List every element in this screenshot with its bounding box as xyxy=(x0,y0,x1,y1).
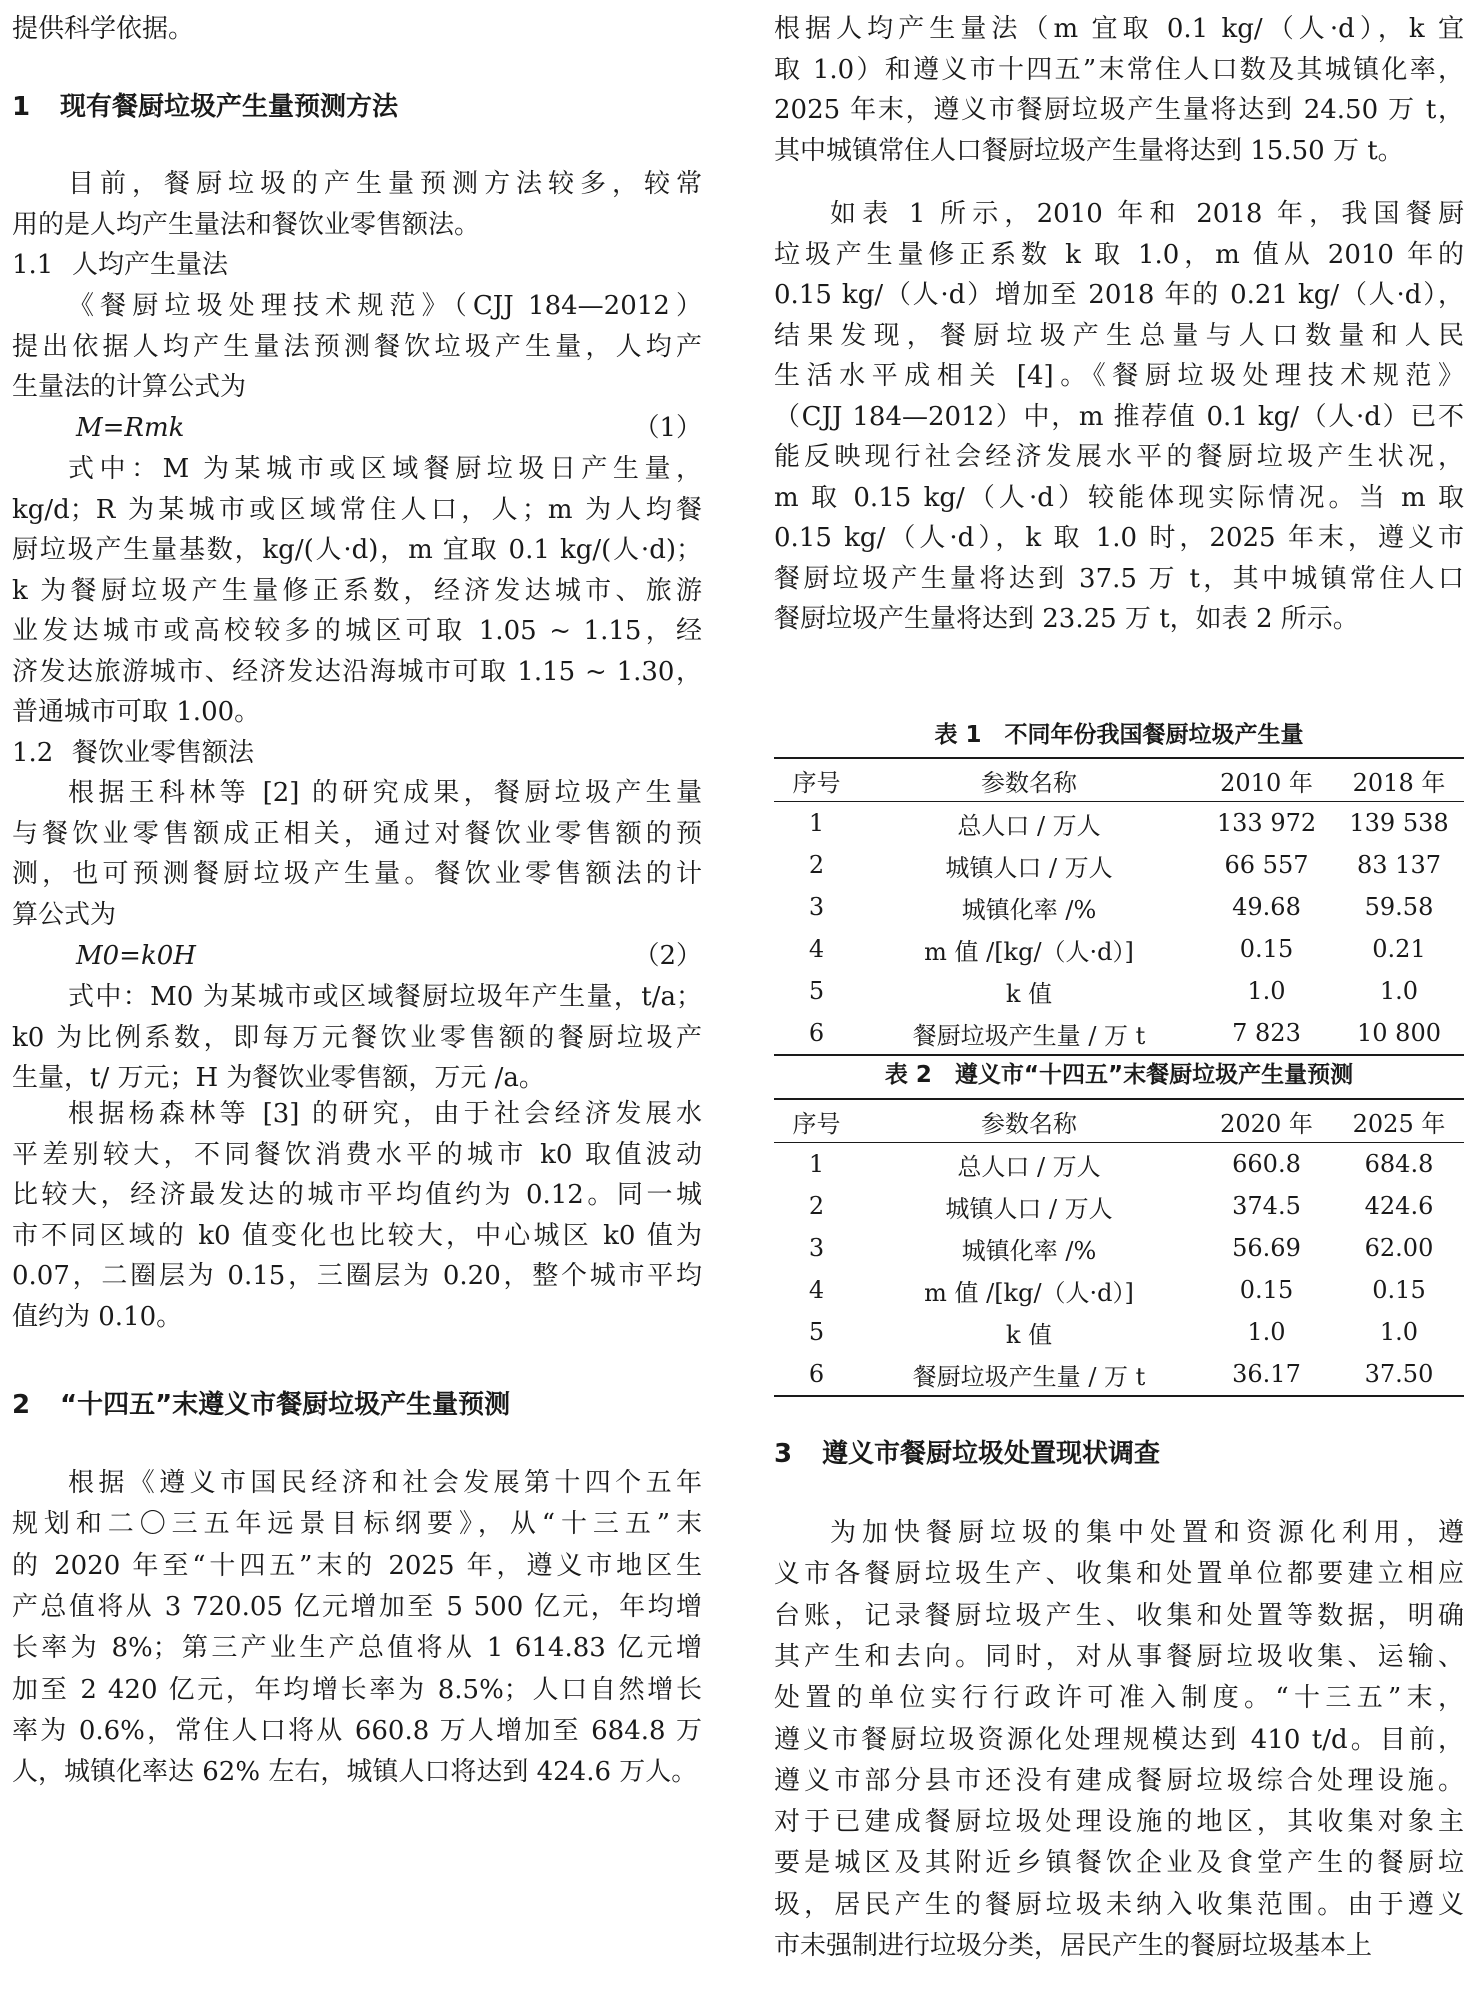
table-cell: 总人口 / 万人 xyxy=(957,1152,1101,1181)
table-cell: 2 xyxy=(808,1192,825,1220)
paragraph-line: 遵义市餐厨垃圾资源化处理规模达到 410 t/d。目前， xyxy=(774,1724,1464,1755)
paragraph-line: 产总值将从 3 720.05 亿元增加至 5 500 亿元，年均增 xyxy=(12,1591,702,1622)
paragraph-line: 结果发现，餐厨垃圾产生总量与人口数量和人民 xyxy=(774,320,1464,351)
table-header-cell: 2025 年 xyxy=(1334,1099,1464,1143)
paragraph-line: 垃圾产生量修正系数 k 取 1.0，m 值从 2010 年的 xyxy=(774,239,1464,270)
section-number: 1.2 xyxy=(12,738,54,768)
table-cell: m 值 /[kg/（人·d）] xyxy=(924,937,1134,966)
paragraph-line: 业发达城市或高校较多的城区可取 1.05 ~ 1.15，经 xyxy=(12,616,702,646)
section-title: 现有餐厨垃圾产生量预测方法 xyxy=(60,92,399,122)
section-title: 遵义市餐厨垃圾处置现状调查 xyxy=(822,1439,1161,1469)
paragraph-line: kg/d；R 为某城市或区域常住人口，人；m 为人均餐 xyxy=(12,494,702,525)
table-cell: 城镇人口 / 万人 xyxy=(945,853,1113,882)
paragraph-line: 《餐厨垃圾处理技术规范》（CJJ 184—2012） xyxy=(68,291,702,321)
section-title: 餐饮业零售额法 xyxy=(72,738,255,768)
table-cell: 1 xyxy=(808,809,825,837)
table-header-cell: 序号 xyxy=(774,758,859,802)
section-number: 3 xyxy=(774,1439,793,1469)
table-cell: 4 xyxy=(808,1276,825,1304)
paragraph-line: 根据王科林等 [2] 的研究成果，餐厨垃圾产生量 xyxy=(68,778,702,808)
paragraph-line: 长率为 8%；第三产业生产总值将从 1 614.83 亿元增 xyxy=(12,1633,702,1664)
paragraph-line: 根据杨森林等 [3] 的研究，由于社会经济发展水 xyxy=(68,1099,702,1129)
paragraph-line: 生量，t/ 万元；H 为餐饮业零售额，万元 /a。 xyxy=(12,1063,545,1093)
table-header-row xyxy=(774,758,1464,802)
table-cell: 1.0 xyxy=(1247,977,1286,1005)
paragraph-line: 的 2020 年至“十四五”末的 2025 年，遵义市地区生 xyxy=(12,1550,702,1581)
table-cell: 4 xyxy=(808,935,825,963)
paragraph-line: 平差别较大，不同餐饮消费水平的城市 k0 取值波动 xyxy=(12,1139,702,1170)
table-cell: 3 xyxy=(808,893,825,921)
paragraph-line: 规划和二〇三五年远景目标纲要》，从“十三五”末 xyxy=(12,1509,702,1540)
table-cell: 5 xyxy=(808,1318,825,1346)
section-title: 人均产生量法 xyxy=(72,250,229,280)
table-cell: 1.0 xyxy=(1379,1318,1419,1346)
table-row xyxy=(774,1143,1464,1186)
paragraph-line: 根据《遵义市国民经济和社会发展第十四个五年 xyxy=(68,1468,702,1498)
table-header-cell: 参数名称 xyxy=(859,1099,1199,1143)
table-cell: 1.0 xyxy=(1379,977,1419,1005)
table-row xyxy=(774,844,1464,886)
table-cell: 37.50 xyxy=(1334,1353,1464,1396)
paragraph-line: 如表 1 所示，2010 年和 2018 年，我国餐厨 xyxy=(830,199,1464,229)
paragraph-line: 生活水平成相关 [4]。《餐厨垃圾处理技术规范》 xyxy=(774,361,1464,391)
paragraph-line: k0 为比例系数，即每万元餐饮业零售额的餐厨垃圾产 xyxy=(12,1022,702,1053)
section-number: 1.1 xyxy=(12,250,54,280)
equation-number: （1） xyxy=(633,413,702,443)
paragraph-line: 能反映现行社会经济发展水平的餐厨垃圾产生状况， xyxy=(774,442,1464,472)
table-cell: 56.69 xyxy=(1232,1234,1301,1262)
paragraph-line: 济发达旅游城市、经济发达沿海城市可取 1.15 ~ 1.30， xyxy=(12,656,702,687)
table-row xyxy=(774,886,1464,928)
table-cell: 0.15 xyxy=(1239,1276,1294,1304)
paragraph-line: 2025 年末，遵义市餐厨垃圾产生量将达到 24.50 万 t， xyxy=(774,95,1464,125)
paragraph-line: 用的是人均产生量法和餐饮业零售额法。 xyxy=(12,209,481,240)
table-cell: 0.15 xyxy=(1372,1276,1426,1304)
section-heading xyxy=(12,1385,702,1425)
table-cell: k 值 xyxy=(1005,979,1053,1008)
table-cell: 36.17 xyxy=(1199,1353,1334,1396)
paragraph-line: 生量法的计算公式为 xyxy=(12,372,247,402)
paragraph-line: 要是城区及其附近乡镇餐饮企业及食堂产生的餐厨垃 xyxy=(774,1848,1464,1879)
paragraph-line: 义市各餐厨垃圾生产、收集和处置单位都要建立相应 xyxy=(774,1559,1464,1590)
section-number: 2 xyxy=(12,1390,31,1420)
section-heading xyxy=(774,1434,1464,1474)
table-row xyxy=(774,1269,1464,1311)
table-cell: 1 xyxy=(808,1150,825,1178)
table-header-cell: 2018 年 xyxy=(1334,758,1464,802)
section-heading xyxy=(12,245,702,285)
table-cell: 66 557 xyxy=(1224,851,1309,879)
table-cell: 总人口 / 万人 xyxy=(957,811,1101,840)
paragraph-line: 目前，餐厨垃圾的产生量预测方法较多，较常 xyxy=(68,169,702,199)
table-row xyxy=(774,1311,1464,1353)
table-title: 表 2 遵义市“十四五”末餐厨垃圾产生量预测 xyxy=(884,1062,1354,1088)
table-cell: 6 xyxy=(774,1012,859,1055)
table-cell: 6 xyxy=(774,1353,859,1396)
table-cell: 59.58 xyxy=(1364,893,1434,921)
table-header-cell: 2020 年 xyxy=(1199,1099,1334,1143)
table-cell: 424.6 xyxy=(1364,1192,1434,1220)
table-cell: 餐厨垃圾产生量 / 万 t xyxy=(859,1012,1199,1055)
table-header-cell: 2010 年 xyxy=(1199,758,1334,802)
table-row xyxy=(774,970,1464,1012)
table-row xyxy=(774,1227,1464,1269)
table-header-row xyxy=(774,1099,1464,1143)
paragraph-line: 市不同区域的 k0 值变化也比较大，中心城区 k0 值为 xyxy=(12,1220,702,1251)
paragraph-line: 提供科学依据。 xyxy=(12,14,195,44)
table-cell: 139 538 xyxy=(1349,809,1449,837)
table-cell: 餐厨垃圾产生量 / 万 t xyxy=(859,1353,1199,1396)
table-cell: 0.21 xyxy=(1372,935,1426,963)
section-heading xyxy=(12,733,702,773)
paragraph-line: 根据人均产生量法（m 宜取 0.1 kg/（人·d），k 宜 xyxy=(774,14,1464,44)
paragraph-line: 式中：M0 为某城市或区域餐厨垃圾年产生量，t/a； xyxy=(68,982,702,1012)
equation xyxy=(12,408,702,448)
table-cell: 城镇人口 / 万人 xyxy=(945,1194,1113,1223)
table-title: 表 1 不同年份我国餐厨垃圾产生量 xyxy=(934,722,1304,748)
table-cell: 684.8 xyxy=(1364,1150,1434,1178)
table-cell: 城镇化率 /% xyxy=(961,1236,1097,1265)
paragraph-line: 其中城镇常住人口餐厨垃圾产生量将达到 15.50 万 t。 xyxy=(774,135,1404,166)
table-cell: 0.15 xyxy=(1239,935,1294,963)
table-cell: 3 xyxy=(808,1234,825,1262)
equation-number: （2） xyxy=(633,941,702,971)
table-row xyxy=(774,1185,1464,1227)
paragraph-line: 餐厨垃圾产生量将达到 37.5 万 t，其中城镇常住人口 xyxy=(774,563,1464,594)
table-cell: 133 972 xyxy=(1216,809,1317,837)
section-heading xyxy=(12,87,702,127)
paragraph-line: 普通城市可取 1.00。 xyxy=(12,697,261,727)
table-cell: 660.8 xyxy=(1232,1150,1301,1178)
paragraph-line: 遵义市部分县市还没有建成餐厨垃圾综合处理设施。 xyxy=(774,1765,1464,1796)
data-table xyxy=(774,757,1464,1056)
paragraph-line: 对于已建成餐厨垃圾处理设施的地区，其收集对象主 xyxy=(774,1807,1464,1838)
table-cell: 374.5 xyxy=(1232,1192,1301,1220)
paragraph-line: 率为 0.6%，常住人口将从 660.8 万人增加至 684.8 万 xyxy=(12,1715,702,1746)
paragraph-line: k 为餐厨垃圾产生量修正系数，经济发达城市、旅游 xyxy=(12,575,702,606)
equation-text: M=Rmk xyxy=(76,413,185,443)
table-cell: 5 xyxy=(808,977,825,1005)
paragraph-line: 加至 2 420 亿元，年均增长率为 8.5%；人口自然增长 xyxy=(12,1674,702,1705)
paragraph-line: 台账，记录餐厨垃圾产生、收集和处置等数据，明确 xyxy=(774,1600,1464,1631)
paragraph-line: 式中：M 为某城市或区域餐厨垃圾日产生量， xyxy=(68,454,702,484)
paragraph-line: 餐厨垃圾产生量将达到 23.25 万 t，如表 2 所示。 xyxy=(774,604,1359,634)
paragraph-line: 比较大，经济最发达的城市平均值约为 0.12。同一城 xyxy=(12,1180,702,1210)
paragraph-line: 人，城镇化率达 62% 左右，城镇人口将达到 424.6 万人。 xyxy=(12,1757,698,1788)
paragraph-line: m 取 0.15 kg/（人·d）较能体现实际情况。当 m 取 xyxy=(774,482,1464,513)
table-cell: 城镇化率 /% xyxy=(961,895,1097,924)
data-table xyxy=(774,1098,1464,1397)
paragraph-line: 值约为 0.10。 xyxy=(12,1301,183,1332)
table-cell: 2 xyxy=(808,851,825,879)
table-cell: 10 800 xyxy=(1334,1012,1464,1055)
table-row xyxy=(774,1012,1464,1055)
section-number: 1 xyxy=(12,92,31,122)
table-row xyxy=(774,802,1464,845)
equation-text: M0=k0H xyxy=(76,941,196,971)
paragraph-line: 0.15 kg/（人·d），k 取 1.0 时，2025 年末，遵义市 xyxy=(774,523,1464,553)
paragraph-line: 为加快餐厨垃圾的集中处置和资源化利用，遵 xyxy=(830,1518,1464,1548)
paragraph-line: 提出依据人均产生量法预测餐饮垃圾产生量，人均产 xyxy=(12,331,702,362)
paragraph-line: 与餐饮业零售额成正相关，通过对餐饮业零售额的预 xyxy=(12,818,702,849)
paragraph-line: 厨垃圾产生量基数，kg/(人·d)，m 宜取 0.1 kg/(人·d)； xyxy=(12,535,702,565)
table-cell: 83 137 xyxy=(1357,851,1441,879)
table-header-cell: 参数名称 xyxy=(859,758,1199,802)
table-cell: m 值 /[kg/（人·d）] xyxy=(924,1278,1134,1307)
paragraph-line: 算公式为 xyxy=(12,899,117,930)
paragraph-line: 0.15 kg/（人·d）增加至 2018 年的 0.21 kg/（人·d）， xyxy=(774,280,1464,310)
table-row xyxy=(774,928,1464,970)
equation xyxy=(12,936,702,976)
paragraph-line: 市未强制进行垃圾分类，居民产生的餐厨垃圾基本上 xyxy=(774,1931,1373,1961)
table-cell: 7 823 xyxy=(1199,1012,1334,1055)
table-cell: k 值 xyxy=(1005,1320,1053,1349)
table-cell: 1.0 xyxy=(1247,1318,1286,1346)
paragraph-line: 0.07，二圈层为 0.15，三圈层为 0.20，整个城市平均 xyxy=(12,1261,702,1291)
table-row xyxy=(774,1353,1464,1396)
paragraph-line: 圾，居民产生的餐厨垃圾未纳入收集范围。由于遵义 xyxy=(774,1889,1464,1920)
paragraph-line: 测，也可预测餐厨垃圾产生量。餐饮业零售额法的计 xyxy=(12,859,702,889)
paragraph-line: 取 1.0）和遵义市十四五”末常住人口数及其城镇化率， xyxy=(774,54,1464,85)
table-header-cell: 序号 xyxy=(774,1099,859,1143)
paragraph-line: 其产生和去向。同时，对从事餐厨垃圾收集、运输、 xyxy=(774,1641,1464,1672)
table-cell: 62.00 xyxy=(1364,1234,1434,1262)
section-title: “十四五”末遵义市餐厨垃圾产生量预测 xyxy=(60,1390,511,1420)
table-cell: 49.68 xyxy=(1232,893,1301,921)
paragraph-line: 处置的单位实行行政许可准入制度。“十三五”末， xyxy=(774,1683,1464,1714)
paragraph-line: （CJJ 184—2012）中，m 推荐值 0.1 kg/（人·d）已不 xyxy=(774,401,1464,432)
